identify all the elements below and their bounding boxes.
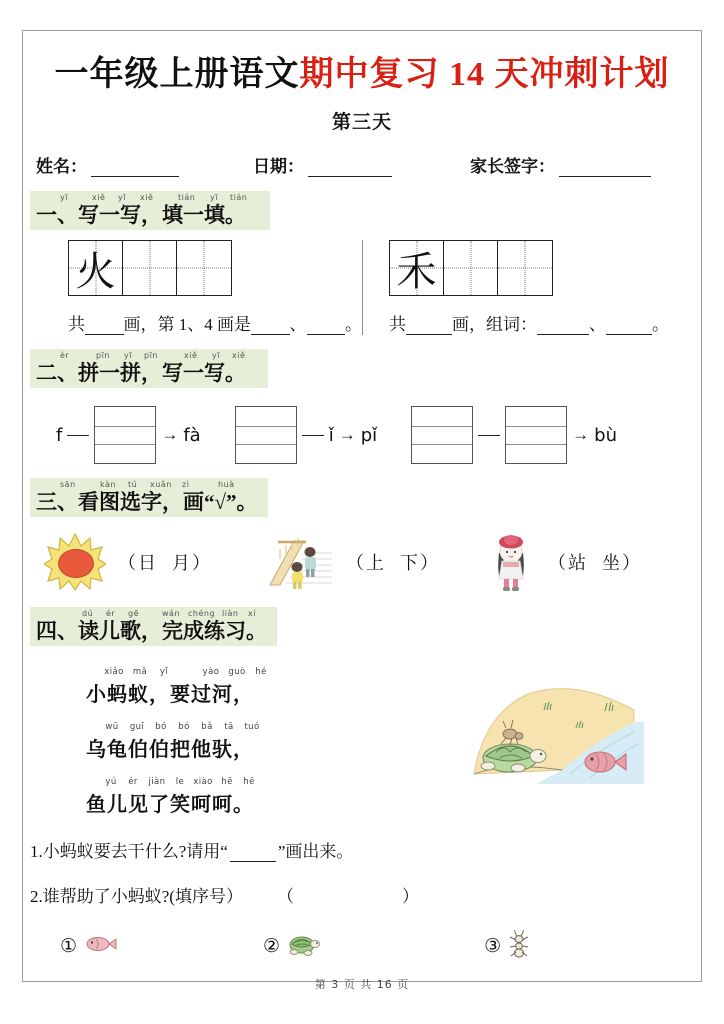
pinyin-write-box[interactable] [411,406,473,464]
grid-cell[interactable] [69,241,123,295]
pinyin-lead-letter: f [56,424,63,446]
prompt-end: 。 [652,315,669,334]
tianzige-grid-he[interactable] [389,240,553,296]
fish-icon [83,935,117,958]
poem-line-text: 小蚂蚁，要过河， [86,684,254,706]
poem-line-text: 乌龟伯伯把他驮， [86,739,254,761]
question-2-number: 2. [30,887,43,906]
title-red-part: 期中复习 14 天冲刺计划 [299,56,670,93]
option-3[interactable] [484,929,531,964]
question-1-blank[interactable] [230,847,276,862]
section-4-header [30,607,277,646]
question-2 [30,882,694,907]
section-3-title: 三、看图选字，画“√”。 [36,490,258,514]
date-input-blank[interactable] [308,161,392,177]
choice-options-3[interactable]: （站 坐） [548,553,642,573]
name-label: 姓名： [36,157,87,176]
choice-options-2[interactable]: （上 下） [346,553,440,573]
ant-on-turtle-by-river-image [466,666,644,784]
exercise-1-body [30,240,694,335]
prompt-sep: 、 [289,315,307,334]
section-4-pinyin: dú ér gē wán chéng liàn xí [82,609,256,618]
pinyin-write-box[interactable] [94,406,156,464]
pinyin-item-2 [235,406,377,464]
name-field-group [36,152,179,177]
signature-input-blank[interactable] [559,161,651,177]
section-1-header [30,191,270,230]
pinyin-result: bù [594,424,618,446]
girl-standing-icon [486,531,536,593]
tianzige-grid-huo[interactable] [68,240,232,296]
option-2-number: ② [263,936,281,957]
prompt-prefix: 共 [68,315,85,334]
choice-options-1[interactable]: （日 月） [118,553,212,573]
pinyin-mid-letter: ǐ [328,424,334,446]
signature-field-group [470,152,651,177]
grid-cell[interactable] [390,241,444,295]
answer-blank[interactable] [85,320,124,335]
pinyin-item-3 [411,406,617,464]
pinyin-item-1 [56,406,201,464]
pinyin-result: pǐ [360,424,378,446]
question-2-text: 谁帮助了小蚂蚁?(填序号） [42,887,243,906]
ant-icon [507,929,531,964]
child-lower [292,562,304,589]
paren-open: （ [276,887,294,906]
picture-choice-1 [44,533,212,591]
poem-line [60,721,415,762]
answer-blank[interactable] [606,320,652,335]
option-3-number: ③ [484,936,502,957]
section-2-pinyin: èr pīn yī pīn xiě yī xiě [60,351,246,360]
name-input-blank[interactable] [91,161,179,177]
option-2[interactable] [263,932,322,961]
poem-text-block [30,652,415,817]
section-1-pinyin: yī xiě yī xiě tián yī tián [60,193,248,202]
signature-label: 家长签字： [470,157,555,176]
date-label: 日期： [253,157,304,176]
exercise-4-body [30,652,694,817]
question-1-number: 1. [30,842,43,861]
arrow-icon: → [572,425,590,444]
option-1[interactable] [60,935,117,958]
pinyin-write-box[interactable] [505,406,567,464]
poem-illustration-wrap [415,652,694,817]
arrow-icon: → [338,425,356,444]
exercise-3-body [30,531,694,593]
sun-icon [44,533,106,591]
connector-dash [67,435,89,436]
pinyin-write-box[interactable] [235,406,297,464]
section-3-pinyin: sān kàn tú xuǎn zì huà [60,480,235,489]
section-4-title: 四、读儿歌，完成练习。 [36,619,267,643]
exercise-1-right-item [362,240,694,335]
turtle-icon [286,932,322,961]
picture-choice-2 [264,533,440,591]
worksheet-content [30,32,694,991]
sun-core [58,549,94,578]
page-footer: 第 3 页 共 16 页 [314,978,410,991]
poem-line [60,666,415,707]
poem-line-pinyin: xiǎo mǎ yǐ yào guò hé [104,667,267,677]
grid-cell[interactable] [177,241,231,295]
arrow-icon: → [161,425,179,444]
grid-cell[interactable] [444,241,498,295]
poem-line-pinyin: wū guī bó bó bǎ tā tuó [105,722,260,732]
child-upper [305,547,317,577]
question-1-text-after: ”画出来。 [277,842,354,861]
exercise-1-right-prompt [389,310,694,335]
connector-dash [302,435,324,436]
prompt-mid: 画，组词： [452,315,537,334]
exercise-2-body [30,406,694,464]
student-meta-row [30,152,694,177]
pinyin-result: fà [183,424,201,446]
poem-line [60,776,415,817]
option-1-number: ① [60,936,78,957]
poem-line-text: 鱼儿见了笑呵呵。 [86,794,254,816]
character-huo: 火 [75,248,116,294]
answer-blank[interactable] [406,320,452,335]
exercise-1-left-item [30,240,362,335]
prompt-mid: 画，第 1、4 画是 [123,315,251,334]
answer-blank[interactable] [537,320,589,335]
prompt-sep: 、 [589,315,606,334]
answer-blank[interactable] [251,320,290,335]
date-field-group [253,152,392,177]
page-subtitle: 第三天 [331,112,392,133]
connector-dash [478,435,500,436]
prompt-end: 。 [345,315,362,334]
paren-close: ） [401,887,419,906]
poem-line-pinyin: yú ér jiàn le xiào hē hē [105,777,255,787]
section-3-header [30,478,268,517]
exercise-1-left-prompt [68,310,362,335]
section-2-header [30,349,268,388]
prompt-prefix: 共 [389,315,406,334]
picture-choice-3 [486,531,642,593]
grid-cell[interactable] [123,241,177,295]
section-1-title: 一、写一写，填一填。 [36,203,246,227]
title-black-part: 一年级上册语文 [54,56,300,93]
question-1 [30,837,694,862]
grid-cell[interactable] [498,241,552,295]
stairs-icon [264,533,334,591]
question-1-text-before: 小蚂蚁要去干什么?请用“ [42,842,228,861]
answer-options-row [30,929,694,964]
section-2-title: 二、拼一拼，写一写。 [36,361,246,385]
page-title [30,46,694,95]
answer-blank[interactable] [307,320,346,335]
character-he: 禾 [396,248,437,294]
